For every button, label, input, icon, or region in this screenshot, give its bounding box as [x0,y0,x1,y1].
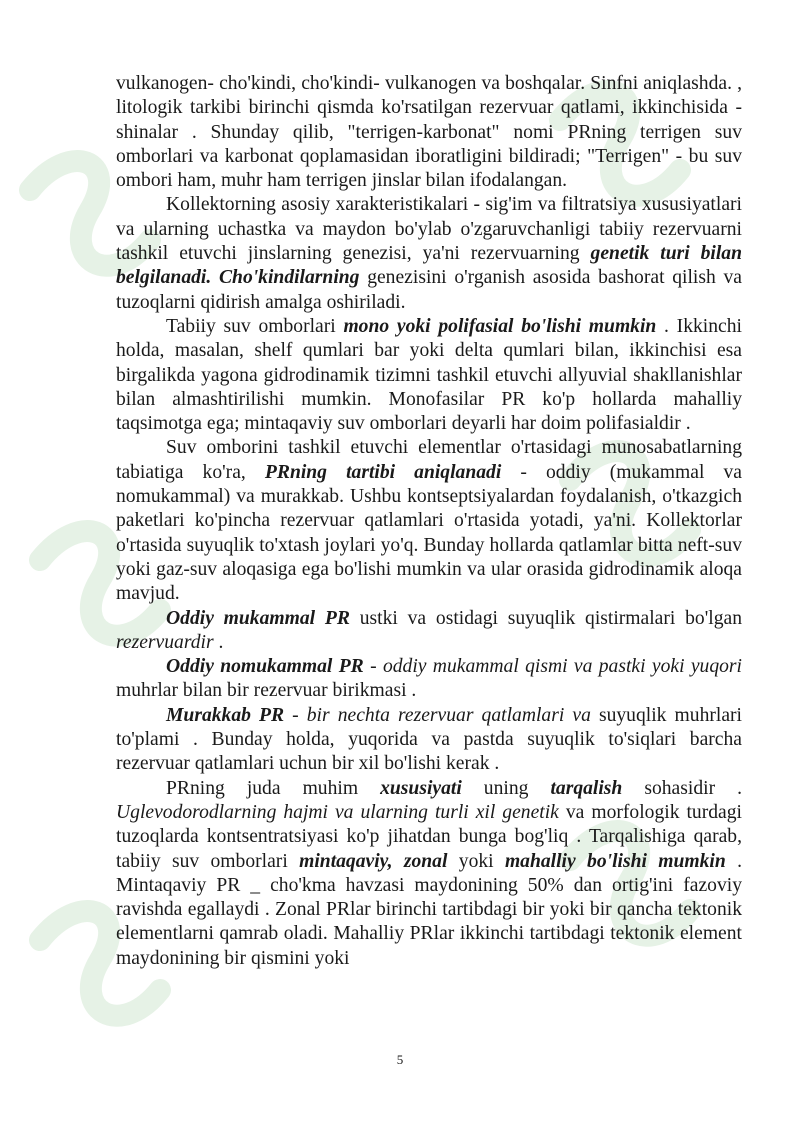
body-paragraph [116,193,742,314]
emphasis-text: genetik turi bilan belgilanadi. Cho'kindilarning [116,243,742,289]
emphasis-text: mono yoki polifasial bo'lishi mumkin [343,315,657,337]
body-paragraph [116,315,742,436]
emphasis-text: mahalliy bo'lishi mumkin [504,850,726,872]
paragraph-text: . Ikkinchi holda, masalan, shelf qumlari bar yoki delta qumlari bilan, ikkinchisi esa birgalikda yagona gidrodinamik tizimni tashkil etuvchi allyuvial shakllanishlar bilan almashtirilishi mumkin. Monofasilar PR ko'p hollarda mahalliy taqsimotga ega; mintaqaviy suv omborlari deyarli har doim polifasialdir . [116,315,742,435]
paragraph-text: uning [461,777,551,799]
paragraph-text: genezisini o'rganish asosida bashorat qilish va tuzoqlarni qidirish amalga oshiriladi. [116,267,742,313]
paragraph-text: Suv omborini tashkil etuvchi elementlar o'rtasidagi munosabatlarning tabiatiga ko'ra, [116,437,742,483]
paragraph-text: suyuqlik muhrlari to'plami . Bunday holda, yuqorida va pastda suyuqlik to'siqlari barcha rezervuar qatlamlari uchun bir xil bo'lishi kerak . [116,704,743,775]
body-paragraph [116,607,742,656]
emphasis-text: mintaqaviy, zonal [299,850,448,872]
italic-text: Uglevodorodlarning hajmi va ularning turli xil genetik [116,801,559,823]
body-paragraph [116,704,742,777]
body-paragraph [116,777,742,971]
italic-text: - bir nechta rezervuar qatlamlari va [284,704,591,726]
body-paragraph [116,655,742,704]
paragraph-text: vulkanogen- cho'kindi, cho'kindi- vulkanogen va boshqalar. Sinfni aniqlashda. , litologik tarkibi birinchi qismda ko'rsatilgan rezervuar qatlami, ikkinchisida - shinalar . Shunday qilib, "terrigen-karbonat" nomi PRning terrigen suv omborlari va karbonat qoplamasidan iboratligini bildiradi; "Terrigen" - bu suv ombori ham, muhr ham terrigen jinslar bilan ifodalangan. [116,73,742,192]
document-page [116,72,742,971]
body-paragraph [116,72,742,193]
italic-text: - oddiy mukammal qismi va pastki yoki yuqori [363,656,742,678]
paragraph-text: va morfologik turdagi tuzoqlarda kontsentratsiyasi ko'p jihatdan bunga bog'liq . Tarqalishiga qarab, tabiiy suv omborlari [116,801,742,872]
page-number: 5 [396,1052,404,1067]
emphasis-text: Murakkab PR [166,704,285,726]
paragraph-text: Kollektorning asosiy xarakteristikalari - sig'im va filtratsiya xususiyatlari va ularning uchastka va maydon bo'ylab o'zgaruvchanligi tabiiy rezervuarni tashkil etuvchi jinslarning genezisi, ya'ni rezervuarning [116,194,742,265]
paragraph-text: muhrlar bilan bir rezervuar birikmasi . [116,680,417,702]
paragraph-text: - oddiy (mukammal va nomukammal) va murakkab. Ushbu kontseptsiyalardan foydalanish, o'tkazgich paketlari ko'pincha rezervuar qatlamlari o'rtasida yotadi, ya'ni. Kollektorlar o'rtasida suyuqlik to'xtash joylari yo'q. Bunday hollarda qatlamlar bitta neft-suv yoki gaz-suv aloqasiga ega bo'lishi mumkin va ular orasida gidrodinamik aloqa mavjud. [116,461,742,605]
paragraph-text: yoki [447,850,505,872]
italic-text: rezervuardir [116,631,214,653]
emphasis-text: Oddiy mukammal PR [166,607,350,629]
paragraph-text: . Mintaqaviy PR _ cho'kma havzasi maydonining 50% dan ortig'ini fazoviy ravishda egallaydi . Zonal PRlar birinchi tartibdagi bir yoki bir qancha tektonik elementlarni qamrab oladi. Mahalliy PRlar ikkinchi tartibdagi tektonik element maydonining bir qismini yoki [116,850,742,969]
paragraph-text: PRning juda muhim [166,777,381,799]
emphasis-text: Oddiy nomukammal PR [166,656,364,678]
paragraph-text: . [213,631,224,653]
emphasis-text: tarqalish [550,777,623,799]
body-paragraph [116,436,742,606]
emphasis-text: xususiyati [380,777,462,799]
paragraph-text: Tabiiy suv omborlari [166,315,344,337]
emphasis-text: PRning tartibi aniqlanadi [264,461,502,483]
paragraph-text: ustki va ostidagi suyuqlik qistirmalari bo'lgan [349,607,742,629]
paragraph-text: sohasidir . [622,777,743,799]
